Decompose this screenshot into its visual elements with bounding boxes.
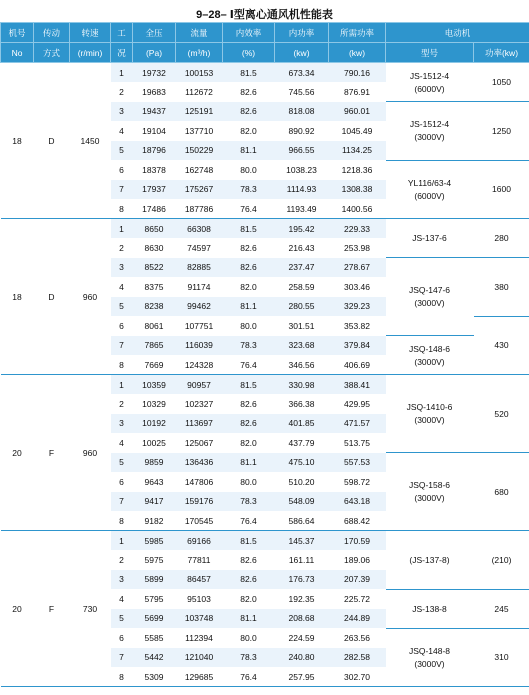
total-pressure-cell: 8522	[133, 258, 176, 278]
total-pressure-cell: 19732	[133, 63, 176, 83]
required-power-cell: 207.39	[329, 570, 386, 590]
total-pressure-cell: 7865	[133, 336, 176, 356]
flow-rate-cell: 77811	[176, 550, 223, 570]
condition-cell: 6	[111, 316, 133, 336]
internal-efficiency-cell: 76.4	[223, 199, 275, 219]
condition-cell: 3	[111, 102, 133, 122]
table-row	[1, 63, 529, 83]
total-pressure-cell: 5309	[133, 667, 176, 687]
total-pressure-cell: 19104	[133, 121, 176, 141]
condition-cell: 2	[111, 82, 133, 102]
required-power-cell: 329.23	[329, 297, 386, 317]
total-pressure-cell: 17486	[133, 199, 176, 219]
internal-efficiency-cell: 81.5	[223, 219, 275, 239]
table-row	[1, 531, 529, 551]
header-internal-power-unit: (kw)	[275, 43, 329, 63]
motor-model-cell	[386, 258, 474, 336]
flow-rate-cell: 91174	[176, 277, 223, 297]
internal-efficiency-cell: 80.0	[223, 316, 275, 336]
total-pressure-cell: 5699	[133, 609, 176, 629]
motor-power-cell: 245	[474, 589, 529, 628]
condition-cell: 4	[111, 433, 133, 453]
internal-power-cell: 161.11	[275, 550, 329, 570]
flow-rate-cell: 124328	[176, 355, 223, 375]
internal-efficiency-cell: 78.3	[223, 648, 275, 668]
flow-rate-cell: 90957	[176, 375, 223, 395]
header-motor: 电动机	[386, 23, 529, 43]
motor-voltage: (6000V)	[414, 190, 445, 201]
motor-power-cell: 280	[474, 219, 529, 258]
required-power-cell: 557.53	[329, 453, 386, 473]
internal-power-cell: 586.64	[275, 511, 329, 531]
motor-model-cell	[386, 628, 474, 687]
total-pressure-cell: 10192	[133, 414, 176, 434]
total-pressure-cell: 5585	[133, 628, 176, 648]
header-speed-unit: (r/min)	[70, 43, 111, 63]
flow-rate-cell: 82885	[176, 258, 223, 278]
required-power-cell: 688.42	[329, 511, 386, 531]
condition-cell: 2	[111, 394, 133, 414]
total-pressure-cell: 8375	[133, 277, 176, 297]
header-flow: 流量	[176, 23, 223, 43]
flow-rate-cell: 86457	[176, 570, 223, 590]
condition-cell: 2	[111, 550, 133, 570]
internal-power-cell: 1038.23	[275, 160, 329, 180]
required-power-cell: 189.06	[329, 550, 386, 570]
required-power-cell: 253.98	[329, 238, 386, 258]
internal-power-cell: 224.59	[275, 628, 329, 648]
internal-efficiency-cell: 82.6	[223, 258, 275, 278]
flow-rate-cell: 147806	[176, 472, 223, 492]
motor-voltage: (3000V)	[414, 658, 445, 669]
motor-power-cell: 680	[474, 453, 529, 531]
fan-number: 18	[1, 63, 34, 219]
internal-power-cell: 330.98	[275, 375, 329, 395]
required-power-cell: 598.72	[329, 472, 386, 492]
total-pressure-cell: 7669	[133, 355, 176, 375]
internal-efficiency-cell: 82.6	[223, 570, 275, 590]
flow-rate-cell: 175267	[176, 180, 223, 200]
flow-rate-cell: 113697	[176, 414, 223, 434]
total-pressure-cell: 8630	[133, 238, 176, 258]
required-power-cell: 225.72	[329, 589, 386, 609]
table-row	[1, 219, 529, 239]
motor-model: (JS-137-8)	[409, 554, 450, 565]
internal-power-cell: 301.51	[275, 316, 329, 336]
internal-power-cell: 145.37	[275, 531, 329, 551]
required-power-cell: 353.82	[329, 316, 386, 336]
total-pressure-cell: 8650	[133, 219, 176, 239]
flow-rate-cell: 69166	[176, 531, 223, 551]
header-internal-power: 内功率	[275, 23, 329, 43]
header-speed: 转速	[70, 23, 111, 43]
internal-efficiency-cell: 81.5	[223, 63, 275, 83]
motor-power-cell: 380	[474, 258, 529, 317]
total-pressure-cell: 17937	[133, 180, 176, 200]
required-power-cell: 471.57	[329, 414, 386, 434]
total-pressure-cell: 9417	[133, 492, 176, 512]
motor-model: JSQ-158-6	[408, 480, 451, 490]
internal-power-cell: 258.59	[275, 277, 329, 297]
table-title: 9–28– Ⅰ型离心通风机性能表	[196, 9, 333, 21]
flow-rate-cell: 112672	[176, 82, 223, 102]
header-drive: 传动	[34, 23, 70, 43]
total-pressure-cell: 5899	[133, 570, 176, 590]
internal-power-cell: 1114.93	[275, 180, 329, 200]
header-no: 机号	[1, 23, 34, 43]
drive-type: F	[34, 375, 70, 531]
internal-efficiency-cell: 78.3	[223, 180, 275, 200]
motor-model-cell	[386, 63, 474, 102]
internal-efficiency-cell: 82.0	[223, 589, 275, 609]
condition-cell: 8	[111, 667, 133, 687]
header-required-power-unit: (kw)	[329, 43, 386, 63]
internal-efficiency-cell: 76.4	[223, 667, 275, 687]
internal-efficiency-cell: 81.5	[223, 375, 275, 395]
required-power-cell: 1045.49	[329, 121, 386, 141]
condition-cell: 7	[111, 180, 133, 200]
required-power-cell: 513.75	[329, 433, 386, 453]
flow-rate-cell: 136436	[176, 453, 223, 473]
motor-voltage: (3000V)	[414, 493, 445, 503]
internal-power-cell: 216.43	[275, 238, 329, 258]
header-flow-unit: (m³/h)	[176, 43, 223, 63]
motor-voltage: (3000V)	[414, 132, 445, 143]
total-pressure-cell: 18796	[133, 141, 176, 161]
fan-number: 20	[1, 531, 34, 687]
condition-cell: 3	[111, 570, 133, 590]
internal-efficiency-cell: 82.6	[223, 238, 275, 258]
motor-model-cell	[386, 102, 474, 161]
internal-power-cell: 673.34	[275, 63, 329, 83]
internal-power-cell: 257.95	[275, 667, 329, 687]
condition-cell: 8	[111, 199, 133, 219]
internal-efficiency-cell: 80.0	[223, 160, 275, 180]
motor-voltage: (6000V)	[414, 83, 445, 94]
required-power-cell: 790.16	[329, 63, 386, 83]
internal-power-cell: 195.42	[275, 219, 329, 239]
internal-power-cell: 192.35	[275, 589, 329, 609]
internal-power-cell: 237.47	[275, 258, 329, 278]
motor-voltage: (3000V)	[414, 356, 445, 367]
internal-power-cell: 208.68	[275, 609, 329, 629]
condition-cell: 6	[111, 160, 133, 180]
flow-rate-cell: 129685	[176, 667, 223, 687]
required-power-cell: 170.59	[329, 531, 386, 551]
flow-rate-cell: 95103	[176, 589, 223, 609]
total-pressure-cell: 5442	[133, 648, 176, 668]
header-condition-unit: 况	[111, 43, 133, 63]
header-condition: 工	[111, 23, 133, 43]
internal-power-cell: 966.55	[275, 141, 329, 161]
required-power-cell: 1308.38	[329, 180, 386, 200]
internal-power-cell: 745.56	[275, 82, 329, 102]
header-total-pressure: 全压	[133, 23, 176, 43]
internal-power-cell: 890.92	[275, 121, 329, 141]
internal-power-cell: 280.55	[275, 297, 329, 317]
flow-rate-cell: 102327	[176, 394, 223, 414]
required-power-cell: 1400.56	[329, 199, 386, 219]
table-body	[1, 63, 529, 687]
required-power-cell: 1218.36	[329, 160, 386, 180]
condition-cell: 7	[111, 336, 133, 356]
drive-type: D	[34, 219, 70, 375]
motor-voltage: (3000V)	[414, 298, 445, 308]
internal-efficiency-cell: 82.0	[223, 433, 275, 453]
total-pressure-cell: 8061	[133, 316, 176, 336]
internal-power-cell: 176.73	[275, 570, 329, 590]
motor-model-cell	[386, 336, 474, 375]
motor-model-cell	[386, 375, 474, 453]
internal-efficiency-cell: 81.5	[223, 531, 275, 551]
total-pressure-cell: 18378	[133, 160, 176, 180]
condition-cell: 1	[111, 63, 133, 83]
flow-rate-cell: 121040	[176, 648, 223, 668]
condition-cell: 7	[111, 492, 133, 512]
condition-cell: 6	[111, 628, 133, 648]
required-power-cell: 282.58	[329, 648, 386, 668]
motor-power-cell: 430	[474, 316, 529, 375]
condition-cell: 4	[111, 121, 133, 141]
motor-model: YL116/63-4	[407, 177, 452, 188]
header-drive-unit: 方式	[34, 43, 70, 63]
required-power-cell: 1134.25	[329, 141, 386, 161]
flow-rate-cell: 159176	[176, 492, 223, 512]
table-row	[1, 375, 529, 395]
header-no-unit: No	[1, 43, 34, 63]
internal-power-cell: 401.85	[275, 414, 329, 434]
header-motor-model: 型号	[386, 43, 474, 63]
rotation-speed: 960	[70, 219, 111, 375]
condition-cell: 4	[111, 277, 133, 297]
condition-cell: 5	[111, 453, 133, 473]
total-pressure-cell: 19437	[133, 102, 176, 122]
rotation-speed: 730	[70, 531, 111, 687]
internal-power-cell: 346.56	[275, 355, 329, 375]
flow-rate-cell: 112394	[176, 628, 223, 648]
rotation-speed: 1450	[70, 63, 111, 219]
required-power-cell: 388.41	[329, 375, 386, 395]
internal-efficiency-cell: 81.1	[223, 297, 275, 317]
internal-efficiency-cell: 76.4	[223, 511, 275, 531]
internal-power-cell: 548.09	[275, 492, 329, 512]
total-pressure-cell: 8238	[133, 297, 176, 317]
motor-model: JS-137-6	[412, 233, 447, 243]
internal-power-cell: 240.80	[275, 648, 329, 668]
required-power-cell: 244.89	[329, 609, 386, 629]
total-pressure-cell: 19683	[133, 82, 176, 102]
total-pressure-cell: 9859	[133, 453, 176, 473]
internal-efficiency-cell: 81.1	[223, 609, 275, 629]
motor-model: JS-1512-4	[409, 119, 450, 130]
internal-efficiency-cell: 82.0	[223, 121, 275, 141]
internal-efficiency-cell: 82.6	[223, 414, 275, 434]
motor-power-cell: 1600	[474, 160, 529, 219]
internal-efficiency-cell: 78.3	[223, 336, 275, 356]
motor-power-cell: 1050	[474, 63, 529, 102]
internal-power-cell: 475.10	[275, 453, 329, 473]
condition-cell: 7	[111, 648, 133, 668]
condition-cell: 8	[111, 355, 133, 375]
motor-model: JSQ-148-8	[408, 645, 451, 656]
required-power-cell: 429.95	[329, 394, 386, 414]
total-pressure-cell: 10329	[133, 394, 176, 414]
required-power-cell: 960.01	[329, 102, 386, 122]
flow-rate-cell: 125191	[176, 102, 223, 122]
internal-power-cell: 818.08	[275, 102, 329, 122]
header-motor-power: 功率(kw)	[474, 43, 529, 63]
flow-rate-cell: 150229	[176, 141, 223, 161]
rotation-speed: 960	[70, 375, 111, 531]
header-pressure-unit: (Pa)	[133, 43, 176, 63]
condition-cell: 6	[111, 472, 133, 492]
internal-efficiency-cell: 78.3	[223, 492, 275, 512]
internal-power-cell: 1193.49	[275, 199, 329, 219]
fan-number: 20	[1, 375, 34, 531]
required-power-cell: 263.56	[329, 628, 386, 648]
drive-type: D	[34, 63, 70, 219]
motor-power-cell: 520	[474, 375, 529, 453]
internal-power-cell: 323.68	[275, 336, 329, 356]
flow-rate-cell: 107751	[176, 316, 223, 336]
motor-model: JSQ-148-6	[408, 343, 451, 354]
flow-rate-cell: 103748	[176, 609, 223, 629]
condition-cell: 3	[111, 258, 133, 278]
internal-power-cell: 366.38	[275, 394, 329, 414]
motor-model-cell	[386, 453, 474, 531]
internal-efficiency-cell: 80.0	[223, 472, 275, 492]
motor-power-cell: 1250	[474, 102, 529, 161]
condition-cell: 8	[111, 511, 133, 531]
flow-rate-cell: 125067	[176, 433, 223, 453]
motor-power-cell: 310	[474, 628, 529, 687]
internal-efficiency-cell: 80.0	[223, 628, 275, 648]
internal-efficiency-cell: 82.6	[223, 394, 275, 414]
fan-number: 18	[1, 219, 34, 375]
total-pressure-cell: 5985	[133, 531, 176, 551]
header-required-power: 所需功率	[329, 23, 386, 43]
required-power-cell: 406.69	[329, 355, 386, 375]
condition-cell: 1	[111, 219, 133, 239]
condition-cell: 3	[111, 414, 133, 434]
internal-efficiency-cell: 81.1	[223, 141, 275, 161]
internal-efficiency-cell: 82.0	[223, 277, 275, 297]
motor-model: JSQ-1410-6	[406, 402, 453, 412]
motor-model: JS-138-8	[412, 603, 447, 614]
internal-efficiency-cell: 82.6	[223, 102, 275, 122]
required-power-cell: 379.84	[329, 336, 386, 356]
flow-rate-cell: 162748	[176, 160, 223, 180]
required-power-cell: 303.46	[329, 277, 386, 297]
condition-cell: 4	[111, 589, 133, 609]
condition-cell: 5	[111, 141, 133, 161]
condition-cell: 5	[111, 297, 133, 317]
flow-rate-cell: 74597	[176, 238, 223, 258]
motor-voltage: (3000V)	[414, 415, 445, 425]
condition-cell: 5	[111, 609, 133, 629]
internal-power-cell: 510.20	[275, 472, 329, 492]
performance-table	[0, 22, 529, 687]
total-pressure-cell: 5795	[133, 589, 176, 609]
required-power-cell: 229.33	[329, 219, 386, 239]
total-pressure-cell: 9643	[133, 472, 176, 492]
condition-cell: 1	[111, 531, 133, 551]
header-efficiency-unit: (%)	[223, 43, 275, 63]
motor-model: JSQ-147-6	[408, 285, 451, 295]
flow-rate-cell: 99462	[176, 297, 223, 317]
motor-model-cell	[386, 589, 474, 628]
total-pressure-cell: 10025	[133, 433, 176, 453]
header-internal-efficiency: 内效率	[223, 23, 275, 43]
motor-model-cell	[386, 160, 474, 219]
flow-rate-cell: 116039	[176, 336, 223, 356]
required-power-cell: 302.70	[329, 667, 386, 687]
flow-rate-cell: 100153	[176, 63, 223, 83]
motor-model-cell	[386, 219, 474, 258]
internal-efficiency-cell: 81.1	[223, 453, 275, 473]
required-power-cell: 876.91	[329, 82, 386, 102]
drive-type: F	[34, 531, 70, 687]
internal-power-cell: 437.79	[275, 433, 329, 453]
required-power-cell: 643.18	[329, 492, 386, 512]
condition-cell: 1	[111, 375, 133, 395]
motor-power-cell: (210)	[474, 531, 529, 590]
flow-rate-cell: 66308	[176, 219, 223, 239]
motor-model: JS-1512-4	[409, 70, 450, 81]
total-pressure-cell: 5975	[133, 550, 176, 570]
motor-model-cell	[386, 531, 474, 590]
flow-rate-cell: 170545	[176, 511, 223, 531]
internal-efficiency-cell: 82.6	[223, 550, 275, 570]
flow-rate-cell: 137710	[176, 121, 223, 141]
required-power-cell: 278.67	[329, 258, 386, 278]
total-pressure-cell: 9182	[133, 511, 176, 531]
flow-rate-cell: 187786	[176, 199, 223, 219]
internal-efficiency-cell: 82.6	[223, 82, 275, 102]
total-pressure-cell: 10359	[133, 375, 176, 395]
internal-efficiency-cell: 76.4	[223, 355, 275, 375]
condition-cell: 2	[111, 238, 133, 258]
